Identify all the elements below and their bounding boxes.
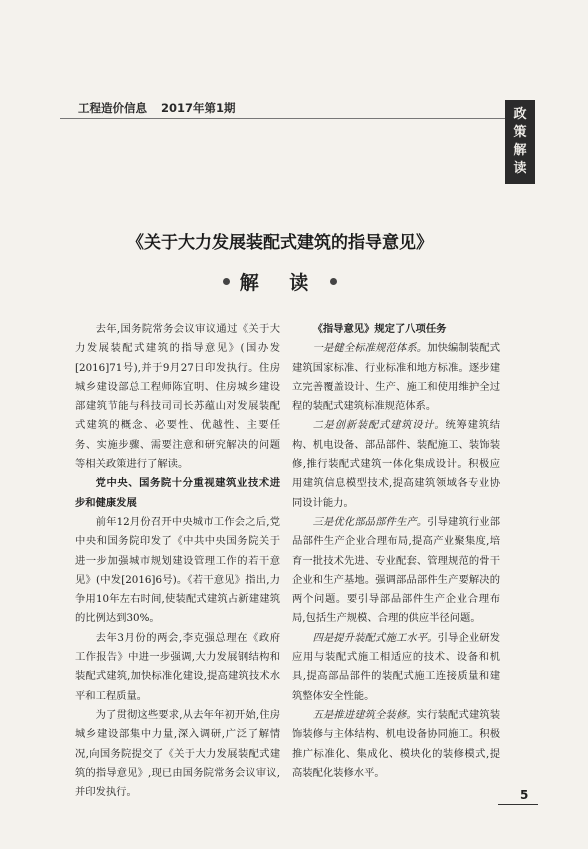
- task-label: 二是创新装配式建筑设计。: [312, 419, 446, 432]
- task-item: [292, 416, 500, 512]
- body-paragraph: 前年12月份召开中央城市工作会之后,党中央和国务院印发了《中共中央国务院关于进一步加强城市规划建设管理工作的若干意见》(中发[2016]6号)。《若干意见》指出,力争用10年左右时间,使装配式建筑占新建建筑的比例达到30%。: [75, 515, 280, 625]
- task-item: [292, 706, 500, 783]
- intro-paragraph: 去年,国务院常务会议审议通过《关于大力发展装配式建筑的指导意见》(国办发[2016]71号),并于9月27日印发执行。住房城乡建设部总工程师陈宜明、住房城乡建设部建筑节能与科技司司长苏蕴山对发展装配式建筑的概念、必要性、优越性、主要任务、实施步骤、需要注意和研究解决的问题等相关政策进行了解读。: [75, 323, 280, 471]
- section-tab-char: 读: [513, 161, 527, 176]
- task-text: 统筹建筑结构、机电设备、部品部件、装配施工、装饰装修,推行装配式建筑一体化集成设计。积极应用建筑信息模型技术,提高建筑领域各专业协同设计能力。: [292, 419, 501, 509]
- task-label: 五是推进建筑全装修。: [312, 708, 417, 721]
- section-tab-char: 解: [513, 143, 527, 158]
- task-label: 一是健全标准规范体系。: [312, 342, 428, 355]
- subtitle-text: 解 读: [239, 272, 321, 294]
- task-text: 实行装配式建筑装饰装修与主体结构、机电设备协同施工。积极推广标准化、集成化、模块化的装修模式,提高装配化装修水平。: [292, 708, 501, 779]
- bullet-dot-icon: [330, 278, 337, 285]
- right-column: [292, 320, 500, 783]
- task-item: [292, 513, 500, 629]
- issue-label: 2017年第1期: [161, 101, 236, 115]
- article-title: 《关于大力发展装配式建筑的指导意见》: [127, 233, 433, 253]
- body-paragraph: 为了贯彻这些要求,从去年年初开始,住房城乡建设部集中力量,深入调研,广泛了解情况,向国务院提交了《关于大力发展装配式建筑的指导意见》,现已由国务院常务会议审议,并印发执行。: [75, 708, 280, 799]
- article-subtitle: [200, 268, 360, 295]
- section-tab-char: 政: [513, 107, 527, 122]
- running-header: [78, 100, 246, 116]
- body-paragraph: 去年3月份的两会,李克强总理在《政府工作报告》中进一步强调,大力发展钢结构和装配式建筑,加快标准化建设,提高建筑技术水平和工程质量。: [75, 631, 280, 702]
- task-text: 引导建筑行业部品部件生产企业合理布局,提高产业聚集度,培育一批技术先进、专业配套、管理规范的骨干企业和生产基地。强调部品部件生产要解决的两个问题。要引导部品部件生产企业合理布局,包括生产规模、合理的供应半径问题。: [292, 515, 501, 625]
- section-tab: [505, 100, 535, 184]
- page-number-rule: [498, 804, 538, 805]
- task-text: 引导企业研发应用与装配式施工相适应的技术、设备和机具,提高部品部件的装配式施工连接质量和建筑整体安全性能。: [292, 631, 501, 702]
- task-label: 四是提升装配式施工水平。: [312, 631, 438, 644]
- task-text: 加快编制装配式建筑国家标准、行业标准和地方标准。逐步建立完善覆盖设计、生产、施工和使用维护全过程的装配式建筑标准规范体系。: [292, 342, 501, 413]
- bullet-dot-icon: [223, 278, 230, 285]
- publication-name: 工程造价信息: [78, 101, 147, 115]
- section-heading: 党中央、国务院十分重视建筑业技术进步和健康发展: [75, 477, 280, 509]
- section-tab-char: 策: [513, 125, 527, 140]
- task-item: [292, 339, 500, 416]
- task-item: [292, 629, 500, 706]
- header-rule: [60, 118, 505, 119]
- task-label: 三是优化部品部件生产。: [312, 515, 428, 528]
- left-column: [75, 320, 280, 802]
- page-number: 5: [520, 788, 529, 802]
- task-list-title: 《指导意见》规定了八项任务: [312, 323, 447, 335]
